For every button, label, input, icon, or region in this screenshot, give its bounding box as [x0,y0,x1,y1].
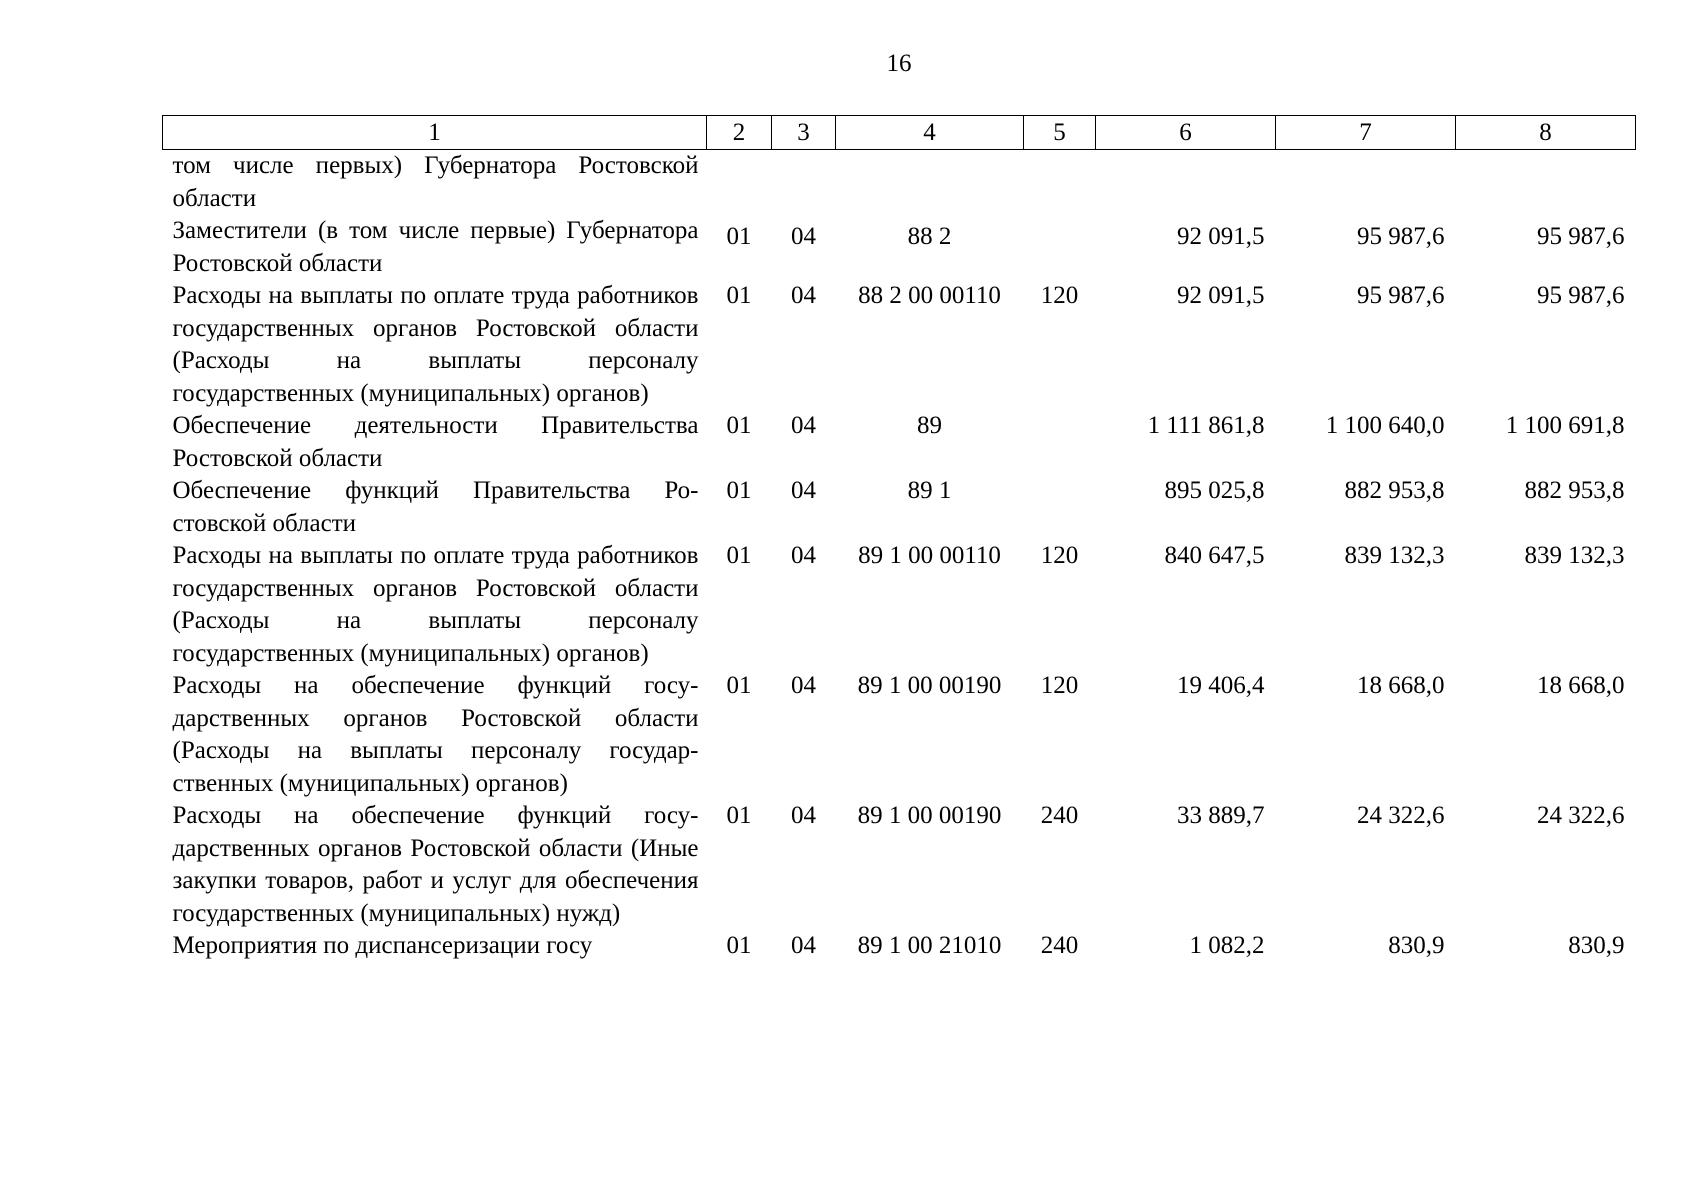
row-subsection: 04 [791,282,816,309]
row-amount-col6 [1096,150,1276,216]
row-target-article: 89 1 00 21010 [857,932,1002,959]
row-name: том числе первых) Губернатора Ростовской области [172,152,699,212]
column-header-3: 3 [772,116,836,150]
row-target-article: 89 1 [907,477,952,504]
table-row [163,930,1636,963]
row-expense-type [1024,475,1096,540]
row-section: 01 [726,477,752,504]
row-name: Обеспечение функций Правительства Ростовской области [172,477,699,537]
row-expense-type: 120 [1040,672,1079,699]
row-amount-col7: 18 668,0 [1357,672,1445,699]
row-target-article: 88 2 [907,223,952,250]
row-name: Обеспечение деятельности Правительства Ростовской области [172,412,699,472]
column-header-2: 2 [707,116,772,150]
row-amount-col6: 92 091,5 [1177,282,1265,309]
row-expense-type [1024,215,1096,280]
row-amount-col8: 830,9 [1568,932,1625,959]
table-row [163,540,1636,670]
row-subsection: 04 [791,412,816,439]
column-header-5: 5 [1024,116,1096,150]
row-amount-col6: 33 889,7 [1177,802,1265,829]
row-amount-col8: 882 953,8 [1524,477,1625,504]
row-amount-col6: 1 082,2 [1189,932,1265,959]
table-row [163,475,1636,540]
row-amount-col6: 92 091,5 [1177,223,1265,250]
row-name: Заместители (в том числе первые) Губернатора Ростовской области [172,217,699,277]
row-amount-col8: 95 987,6 [1537,282,1625,309]
row-subsection: 04 [791,542,816,569]
table-header-row [163,116,1636,150]
row-name: Мероприятия по диспансеризации госу [172,932,593,959]
column-header-8: 8 [1456,116,1636,150]
row-section: 01 [726,412,752,439]
row-subsection: 04 [791,477,816,504]
row-target-article: 89 1 00 00110 [858,542,1001,569]
row-section: 01 [726,932,752,959]
row-amount-col6: 895 025,8 [1164,477,1265,504]
row-name: Расходы на выплаты по оплате труда работников государственных органов Ростовской области (Расходы на выплаты персоналу государственных (муниципальных) органов) [172,282,699,407]
table-row [163,215,1636,280]
column-header-4: 4 [836,116,1024,150]
row-amount-col8: 24 322,6 [1537,802,1625,829]
row-section: 01 [726,282,752,309]
row-subsection: 04 [791,802,816,829]
row-name: Расходы на обеспечение функций государственных органов Ростовской области (Расходы на выплаты персоналу государственных (муниципальных) органов) [172,672,699,797]
row-amount-col7: 830,9 [1388,932,1445,959]
table-body [163,150,1636,963]
row-expense-type [1024,150,1096,216]
row-amount-col7: 839 132,3 [1344,542,1445,569]
column-header-6: 6 [1096,116,1276,150]
row-expense-type [1024,410,1096,475]
column-header-1: 1 [163,116,707,150]
row-target-article: 88 2 00 00110 [858,282,1001,309]
table-row [163,800,1636,930]
table-row [163,670,1636,800]
row-target-article: 89 [917,412,942,439]
row-amount-col7: 95 987,6 [1357,282,1445,309]
row-section: 01 [726,802,752,829]
page-number: 16 [886,50,912,77]
row-amount-col8 [1456,150,1636,216]
row-section: 01 [726,223,752,250]
row-amount-col8: 18 668,0 [1537,672,1625,699]
row-amount-col7 [1276,150,1456,216]
row-subsection [772,150,836,216]
row-amount-col7: 1 100 640,0 [1325,412,1445,439]
row-subsection: 04 [791,223,816,250]
row-amount-col7: 882 953,8 [1344,477,1445,504]
row-name: Расходы на выплаты по оплате труда работников государственных органов Ростовской области (Расходы на выплаты персоналу государственных (муниципальных) органов) [172,542,699,667]
row-amount-col6: 19 406,4 [1177,672,1265,699]
row-section: 01 [726,542,752,569]
row-subsection: 04 [791,672,816,699]
row-expense-type: 120 [1040,542,1079,569]
row-amount-col7: 95 987,6 [1357,223,1445,250]
row-expense-type: 240 [1040,932,1079,959]
row-expense-type: 120 [1040,282,1079,309]
row-target-article: 89 1 00 00190 [857,802,1002,829]
row-name: Расходы на обеспечение функций государственных органов Ростовской области (Иные закупки товаров, работ и услуг для обеспечения государственных (муниципальных) нужд) [172,802,699,927]
row-amount-col8: 839 132,3 [1524,542,1625,569]
row-amount-col7: 24 322,6 [1357,802,1445,829]
column-header-7: 7 [1276,116,1456,150]
table-row [163,280,1636,410]
row-amount-col8: 95 987,6 [1537,223,1625,250]
row-section [707,150,772,216]
row-section: 01 [726,672,752,699]
row-amount-col6: 1 111 861,8 [1147,412,1265,439]
row-amount-col8: 1 100 691,8 [1505,412,1625,439]
row-target-article: 89 1 00 00190 [857,672,1002,699]
row-target-article [836,150,1024,216]
row-amount-col6: 840 647,5 [1164,542,1265,569]
budget-table [162,115,1636,963]
row-expense-type: 240 [1040,802,1079,829]
row-subsection: 04 [791,932,816,959]
table-row [163,150,1636,216]
table-row [163,410,1636,475]
